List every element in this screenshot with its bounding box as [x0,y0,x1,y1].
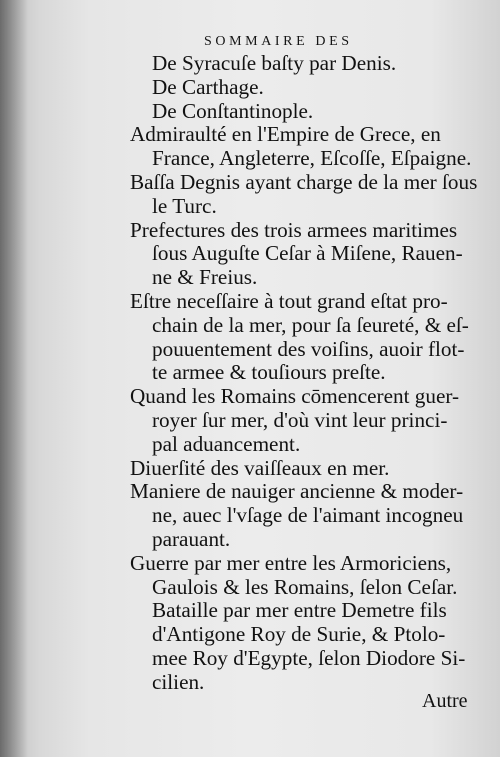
entry-line: parauant. [152,526,231,551]
entry-line: France, Angleterre, Eſcoſſe, Eſpaigne. [152,146,472,171]
entry-line: Gaulois & les Romains, ſelon Ceſar. [152,574,458,599]
summary-entry [130,100,478,124]
entry-line: Admiraulté en l'Empire de Grece, en [130,122,441,147]
summary-text [130,52,478,695]
catchword: Autre [422,690,468,712]
entry-line: te armee & touſiours preſte. [152,360,386,385]
summary-entry [130,552,478,600]
entry-line: pouuentement des voiſins, auoir flot- [152,336,465,361]
entry-line: Bataille par mer entre Demetre fils [152,598,447,623]
entry-line: pal aduancement. [152,431,301,456]
entry-line: Prefectures des trois armees maritimes [130,217,458,242]
entry-line: ne, auec l'vſage de l'aimant incogneu [152,503,464,528]
entry-line: Guerre par mer entre les Armoriciens, [130,550,452,575]
entry-line: le Turc. [152,193,217,218]
summary-entry [130,219,478,290]
entry-line: mee Roy d'Egypte, ſelon Diodore Si- [152,645,466,670]
summary-entry [130,385,478,456]
entry-line: royer ſur mer, d'où vint leur princi- [152,407,448,432]
entry-line: Quand les Romains cōmencerent guer- [130,384,460,409]
summary-entry [130,171,478,219]
entry-line: d'Antigone Roy de Surie, & Ptolo- [152,622,446,647]
summary-entry [130,480,478,551]
summary-entry [130,290,478,385]
entry-line: Diuerſité des vaiſſeaux en mer. [130,455,390,480]
summary-entry [130,76,478,100]
summary-entry [130,457,478,481]
entry-line: De Syracuſe baſty par Denis. [152,51,397,75]
entry-line: ſous Auguſte Ceſar à Miſene, Rauen- [152,241,463,266]
summary-entry [130,52,478,76]
gutter-shadow [0,0,28,757]
entry-line: ne & Freius. [152,265,258,290]
entry-line: chain de la mer, pour ſa ſeureté, & eſ- [152,312,469,337]
entry-line: Maniere de nauiger ancienne & moder- [130,479,464,504]
running-head: SOMMAIRE DES [204,34,353,49]
entry-line: De Conſtantinople. [152,98,314,123]
summary-entry [130,123,478,171]
entry-line: Eſtre neceſſaire à tout grand eſtat pro- [130,288,448,313]
summary-entry [130,599,478,694]
entry-line: De Carthage. [152,74,264,99]
entry-line: Baſſa Degnis ayant charge de la mer ſous [130,169,478,194]
entry-line: cilien. [152,669,205,694]
